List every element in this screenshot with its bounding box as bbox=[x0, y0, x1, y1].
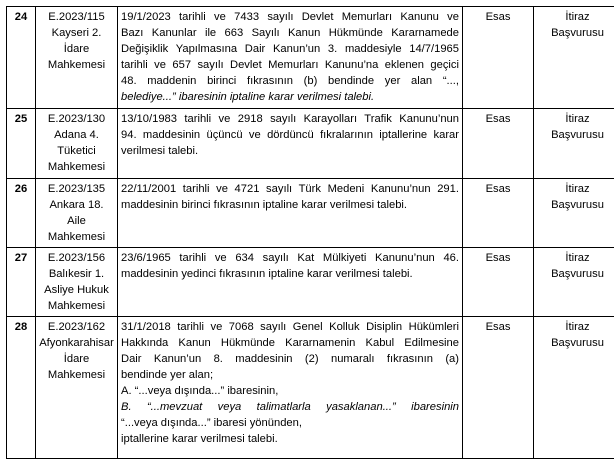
subject-line: maddesinin birinci fıkrasının iptaline karar verilmesi talebi. bbox=[121, 199, 408, 211]
kind-cell bbox=[534, 179, 614, 248]
subject-line: maddesinin yedinci fıkrasının iptaline karar verilmesi talebi. bbox=[121, 268, 413, 280]
subject-cell bbox=[118, 248, 463, 317]
case-line: Mahkemesi bbox=[47, 300, 106, 312]
subject-cell bbox=[118, 7, 463, 109]
case-court-cell bbox=[36, 317, 118, 459]
subject-line: Hakkında Kanun Hükmünde Kararnamenin Kabul Edilmesine bbox=[121, 337, 459, 349]
case-line: Mahkemesi bbox=[47, 161, 106, 173]
table-row bbox=[7, 109, 614, 179]
subject-cell bbox=[118, 109, 463, 179]
subject-line: 48. maddenin birinci fıkrasının (b) bendinde yer alan “..., bbox=[121, 75, 459, 87]
type-cell: Esas bbox=[463, 7, 534, 109]
kind-cell bbox=[534, 248, 614, 317]
subject-line: 94. maddesinin üçüncü ve dördüncü fıkralarının iptallerine karar bbox=[121, 129, 459, 141]
case-line: Balıkesir 1. bbox=[48, 268, 105, 280]
kind-cell bbox=[534, 109, 614, 179]
case-line: Mahkemesi bbox=[47, 231, 106, 243]
case-line: İdare bbox=[63, 43, 90, 55]
type-cell: Esas bbox=[463, 317, 534, 459]
row-number: 27 bbox=[7, 248, 36, 317]
subject-line: iptallerine karar verilmesi talebi. bbox=[121, 433, 278, 445]
subject-line: 22/11/2001 tarihli ve 4721 sayılı Türk Medeni Kanunu’nun 291. bbox=[121, 183, 459, 195]
kind-line: Başvurusu bbox=[551, 199, 604, 211]
case-line: E.2023/130 bbox=[47, 113, 106, 125]
subject-line: 23/6/1965 tarihli ve 634 sayılı Kat Mülkiyeti Kanunu’nun 46. bbox=[121, 252, 459, 264]
row-number: 26 bbox=[7, 179, 36, 248]
kind-line: İtiraz bbox=[565, 113, 590, 125]
subject-line: bendinde yer alan; bbox=[121, 369, 214, 381]
case-line: Asliye Hukuk bbox=[44, 284, 109, 296]
row-number: 25 bbox=[7, 109, 36, 179]
table-row bbox=[7, 248, 614, 317]
subject-line: 19/1/2023 tarihli ve 7433 sayılı Devlet Memurları Kanunu ve bbox=[121, 11, 459, 23]
kind-line: İtiraz bbox=[565, 183, 590, 195]
kind-line: İtiraz bbox=[565, 11, 590, 23]
case-line: Afyonkarahisar bbox=[39, 337, 114, 349]
subject-line: B. “...mevzuat veya talimatlarla yasaklanan...” ibaresinin bbox=[121, 401, 459, 413]
case-line: Adana 4. bbox=[54, 129, 99, 141]
kind-cell bbox=[534, 7, 614, 109]
case-court-cell bbox=[36, 179, 118, 248]
case-court-cell bbox=[36, 109, 118, 179]
kind-cell bbox=[534, 317, 614, 459]
subject-line: “...veya dışında...” ibaresi yönünden, bbox=[121, 417, 302, 429]
kind-line: Başvurusu bbox=[551, 27, 604, 39]
subject-line: Bazı Kanunlar ile 663 Sayılı Kanun Hükmünde Kararnamede bbox=[121, 27, 459, 39]
table-row bbox=[7, 7, 614, 109]
case-line: İdare bbox=[63, 353, 90, 365]
table-row bbox=[7, 179, 614, 248]
table-row bbox=[7, 317, 614, 459]
row-number: 28 bbox=[7, 317, 36, 459]
subject-line: 31/1/2018 tarihli ve 7068 sayılı Genel Kolluk Disiplin Hükümleri bbox=[121, 321, 459, 333]
kind-line: İtiraz bbox=[565, 321, 590, 333]
case-line: Mahkemesi bbox=[47, 59, 106, 71]
case-line: E.2023/156 bbox=[47, 252, 106, 264]
case-line: Ankara 18. Aile bbox=[49, 199, 104, 227]
case-line: E.2023/162 bbox=[47, 321, 106, 333]
subject-line: 13/10/1983 tarihli ve 2918 sayılı Karayolları Trafik Kanunu’nun bbox=[121, 113, 459, 125]
subject-line: tarihli ve 657 sayılı Devlet Memurları Kanunu’na eklenen geçici bbox=[121, 59, 459, 71]
kind-line: Başvurusu bbox=[551, 268, 604, 280]
case-line: E.2023/115 bbox=[48, 11, 105, 23]
row-number: 24 bbox=[7, 7, 36, 109]
type-cell: Esas bbox=[463, 109, 534, 179]
kind-line: İtiraz bbox=[565, 252, 590, 264]
application-table bbox=[6, 6, 614, 459]
case-line: Kayseri 2. bbox=[51, 27, 102, 39]
case-line: E.2023/135 bbox=[47, 183, 106, 195]
case-line: Tüketici bbox=[57, 145, 96, 157]
kind-line: Başvurusu bbox=[551, 129, 604, 141]
subject-cell bbox=[118, 179, 463, 248]
case-line: Mahkemesi bbox=[47, 369, 106, 381]
type-cell: Esas bbox=[463, 248, 534, 317]
subject-line: Dair Kanun’un 8. maddesinin (2) numaralı fıkrasının (a) bbox=[121, 353, 459, 365]
kind-line: Başvurusu bbox=[551, 337, 604, 349]
subject-line: A. “...veya dışında...” ibaresinin, bbox=[121, 385, 279, 397]
subject-cell bbox=[118, 317, 463, 459]
subject-line: verilmesi talebi. bbox=[121, 145, 199, 157]
type-cell: Esas bbox=[463, 179, 534, 248]
subject-line: Değişiklik Yapılmasına Dair Kanun’un 3. maddesiyle 14/7/1965 bbox=[121, 43, 459, 55]
case-court-cell bbox=[36, 248, 118, 317]
case-court-cell bbox=[36, 7, 118, 109]
subject-line: belediye...” ibaresinin iptaline karar verilmesi talebi. bbox=[121, 91, 375, 103]
